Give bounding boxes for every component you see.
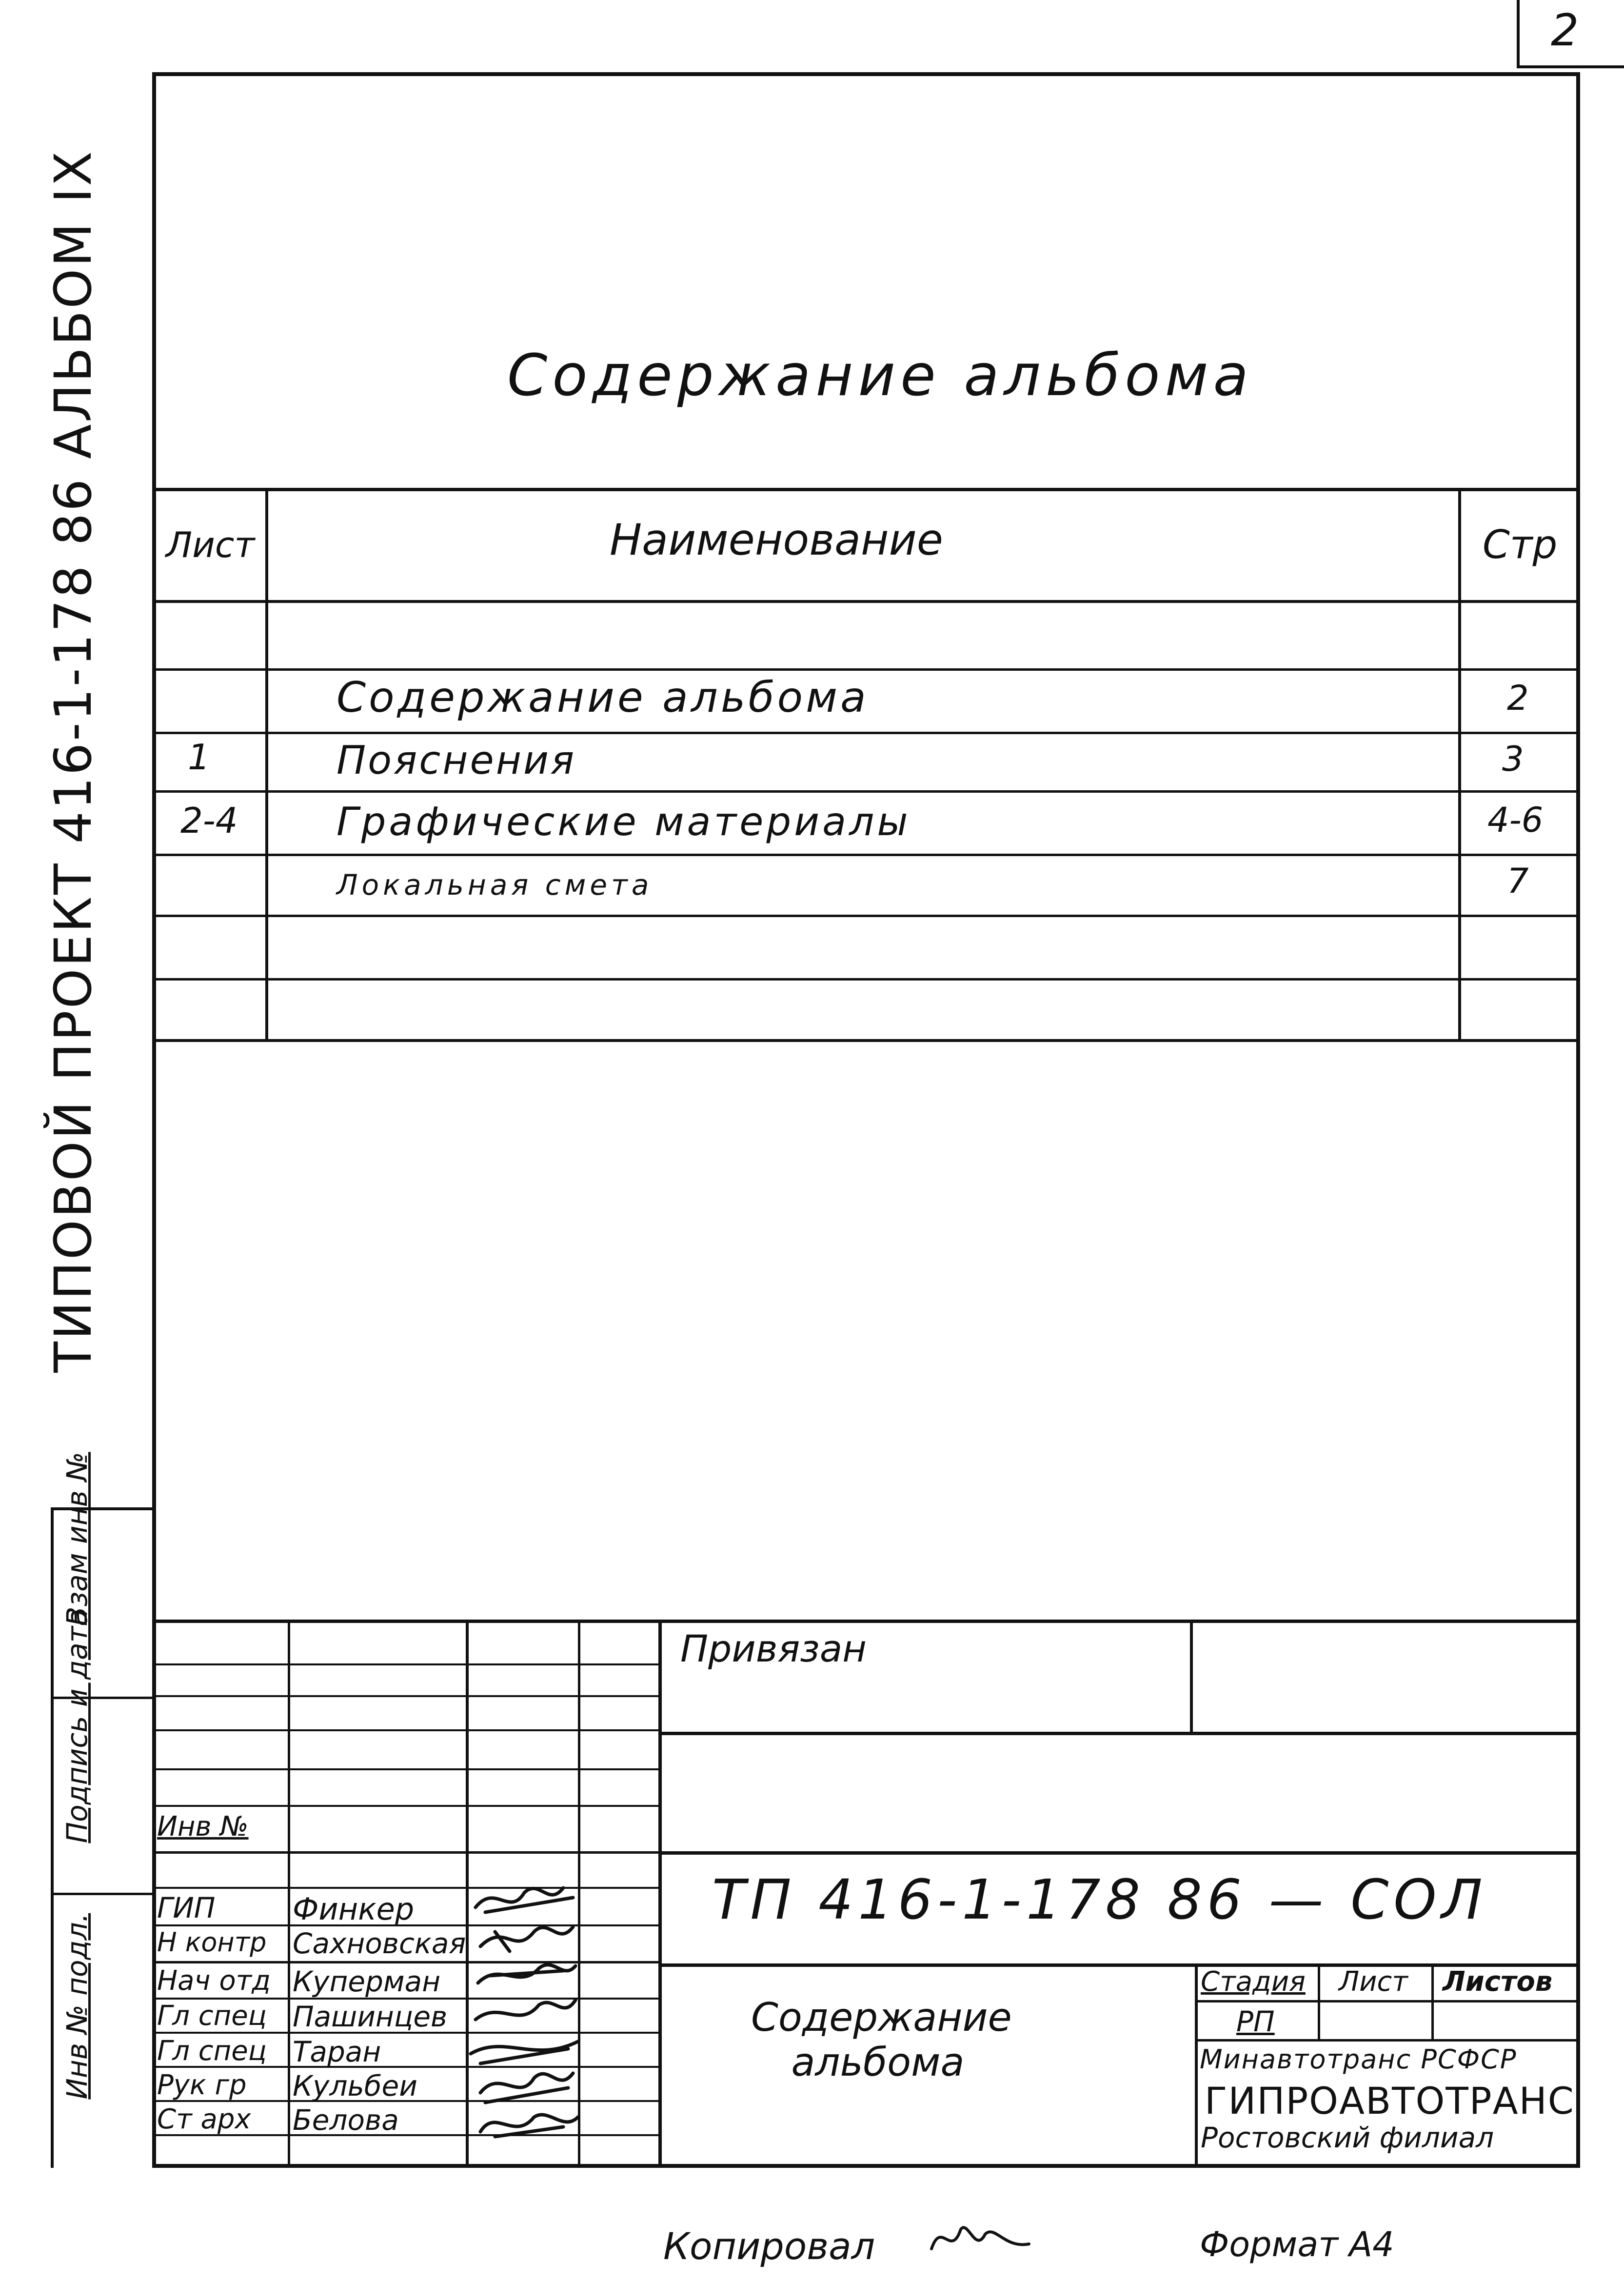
row-page: 2 bbox=[1507, 678, 1529, 718]
staff-row bbox=[152, 1663, 659, 1665]
staff-role: Нач отд bbox=[157, 1965, 271, 1997]
page-number: 2 bbox=[1551, 5, 1579, 56]
doc-title: Содержание альбома bbox=[751, 1995, 1012, 2085]
table-row-line bbox=[152, 790, 1580, 793]
row-name: Содержание альбома bbox=[337, 673, 869, 722]
table-row-line bbox=[152, 978, 1580, 981]
staff-row bbox=[152, 1695, 659, 1697]
signatures-drawing bbox=[466, 1873, 583, 2171]
col-header-page: Стр bbox=[1483, 522, 1558, 567]
staff-role: Рук гр bbox=[157, 2069, 247, 2101]
privyazan-label: Привязан bbox=[680, 1627, 867, 1670]
table-row-line bbox=[152, 915, 1580, 917]
staff-role: Гл спец bbox=[157, 2000, 267, 2032]
page-heading: Содержание альбома bbox=[507, 341, 1253, 409]
row-name: Пояснения bbox=[337, 738, 576, 783]
sheets-label: Листов bbox=[1443, 1966, 1553, 1998]
row-name: Локальная смета bbox=[337, 868, 653, 901]
staff-name: Кульбеи bbox=[293, 2069, 417, 2102]
col-header-sheet: Лист bbox=[166, 524, 255, 565]
row-page: 4-6 bbox=[1487, 800, 1544, 840]
staff-role: ГИП bbox=[157, 1891, 216, 1924]
tb-privyazan-divider bbox=[1190, 1620, 1193, 1734]
org-name: ГИПРОАВТОТРАНС bbox=[1205, 2079, 1575, 2122]
staff-role: Н контр bbox=[157, 1927, 267, 1958]
table-col-divider bbox=[1458, 488, 1461, 1042]
tb-line bbox=[658, 1732, 1580, 1735]
tb-line bbox=[658, 1851, 1580, 1855]
sign-date-label: Подпись и дата bbox=[60, 1609, 94, 1843]
col-header-name: Наименование bbox=[610, 515, 943, 565]
staff-row bbox=[152, 1851, 659, 1854]
staff-role: Гл спец bbox=[157, 2035, 267, 2067]
staff-name: Сахновская bbox=[293, 1927, 466, 1960]
stamp-strip-left bbox=[51, 1507, 54, 2168]
copied-signature bbox=[927, 2215, 1034, 2263]
table-row-line bbox=[152, 854, 1580, 856]
staff-name: Таран bbox=[293, 2035, 381, 2068]
tb-stage-line bbox=[1195, 2000, 1580, 2002]
staff-role: Ст арх bbox=[157, 2103, 251, 2135]
page-number-box-left bbox=[1517, 0, 1520, 68]
table-top-line bbox=[152, 488, 1580, 491]
format-label: Формат А4 bbox=[1200, 2224, 1394, 2264]
page-number-box-bottom bbox=[1517, 65, 1624, 68]
vertical-stamp bbox=[60, 1452, 94, 2099]
staff-name: Пашинцев bbox=[293, 2000, 448, 2033]
inv-no-label: Инв № bbox=[157, 1811, 249, 1842]
table-bottom-line bbox=[152, 1039, 1580, 1042]
replace-inv-label: Взам инв № bbox=[60, 1452, 94, 1626]
inv-no-orig-label: Инв № подл. bbox=[60, 1913, 94, 2100]
staff-name: Белова bbox=[293, 2103, 399, 2137]
staff-row bbox=[152, 1887, 659, 1889]
row-sheet: 2-4 bbox=[180, 800, 238, 841]
staff-name: Финкер bbox=[293, 1891, 415, 1927]
tb-stage-div bbox=[1431, 1963, 1434, 2042]
title-block-top bbox=[152, 1620, 1580, 1623]
table-col-divider bbox=[265, 488, 268, 1042]
copied-label: Копировал bbox=[663, 2224, 875, 2268]
staff-row bbox=[152, 1729, 659, 1731]
sheet-label: Лист bbox=[1339, 1966, 1408, 1998]
ministry-name: Минавтотранс РСФСР bbox=[1200, 2044, 1517, 2075]
staff-col-div bbox=[288, 1620, 290, 2168]
row-page: 7 bbox=[1507, 861, 1529, 901]
tb-main-divider bbox=[658, 1620, 662, 2168]
stage-value: РП bbox=[1236, 2005, 1275, 2038]
document-code: ТП 416-1-178 86 — СОЛ bbox=[712, 1868, 1487, 1932]
tb-right-divider bbox=[1195, 1963, 1198, 2168]
tb-stage-line bbox=[1195, 2039, 1580, 2042]
staff-row bbox=[152, 1961, 659, 1963]
staff-row bbox=[152, 1768, 659, 1770]
vertical-project-title: ТИПОВОЙ ПРОЕКТ 416-1-178 86 АЛЬБОМ IX bbox=[43, 149, 103, 1373]
staff-name: Куперман bbox=[293, 1965, 441, 1998]
row-name: Графические материалы bbox=[337, 799, 911, 844]
row-sheet: 1 bbox=[188, 737, 210, 778]
tb-line bbox=[658, 1963, 1580, 1967]
table-header-line bbox=[152, 600, 1580, 603]
table-row-line bbox=[152, 668, 1580, 671]
stage-label: Стадия bbox=[1201, 1966, 1306, 1998]
row-page: 3 bbox=[1502, 739, 1524, 779]
branch-name: Ростовский филиал bbox=[1201, 2121, 1494, 2154]
staff-row bbox=[152, 1805, 659, 1807]
tb-stage-div bbox=[1318, 1963, 1320, 2042]
table-row-line bbox=[152, 732, 1580, 734]
